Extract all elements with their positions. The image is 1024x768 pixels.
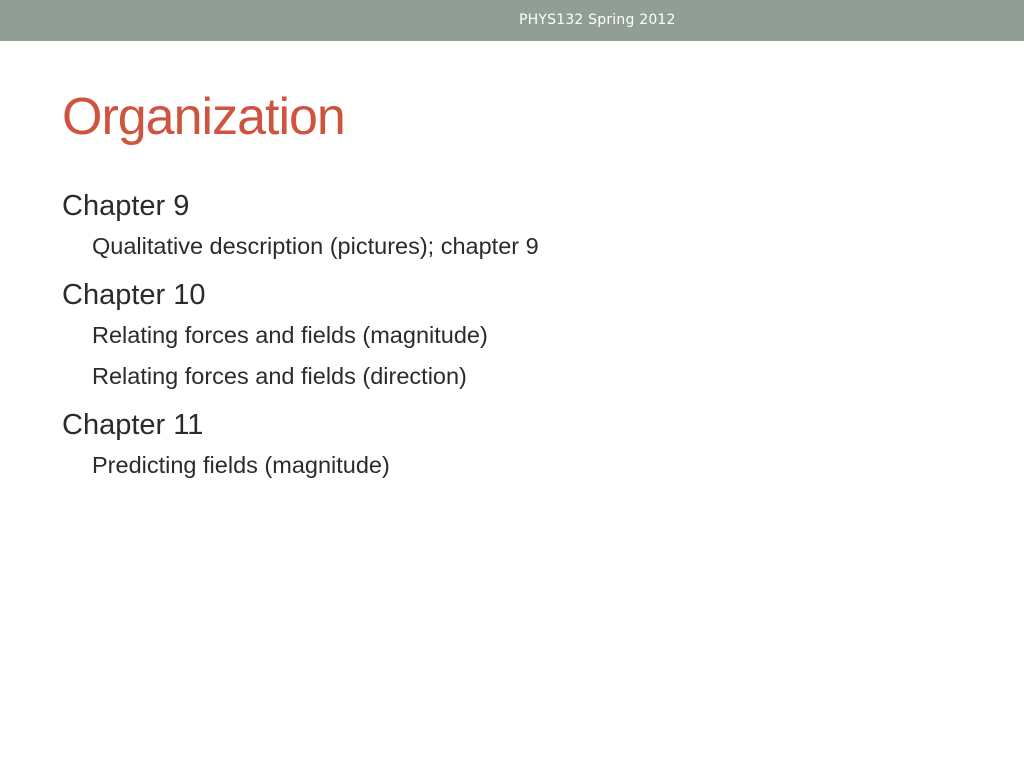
topic-item: Predicting fields (magnitude) xyxy=(92,452,390,478)
course-label: PHYS132 Spring 2012 xyxy=(519,12,676,28)
chapter-10-topics xyxy=(62,315,539,397)
chapter-9-topics xyxy=(62,226,539,267)
header-bar xyxy=(0,0,1024,41)
chapter-9-section xyxy=(62,186,539,267)
chapter-11-topics xyxy=(62,445,539,486)
topic-item: Relating forces and fields (direction) xyxy=(92,363,467,389)
chapter-11-section xyxy=(62,405,539,486)
slide-title: Organization xyxy=(62,88,345,146)
topic-item: Qualitative description (pictures); chapter 9 xyxy=(92,233,539,259)
topic-item: Relating forces and fields (magnitude) xyxy=(92,322,488,348)
chapter-outline xyxy=(62,186,539,486)
chapter-10-section xyxy=(62,275,539,397)
chapter-heading: Chapter 9 xyxy=(62,190,190,222)
chapter-heading: Chapter 10 xyxy=(62,279,206,311)
chapter-heading: Chapter 11 xyxy=(62,409,204,441)
